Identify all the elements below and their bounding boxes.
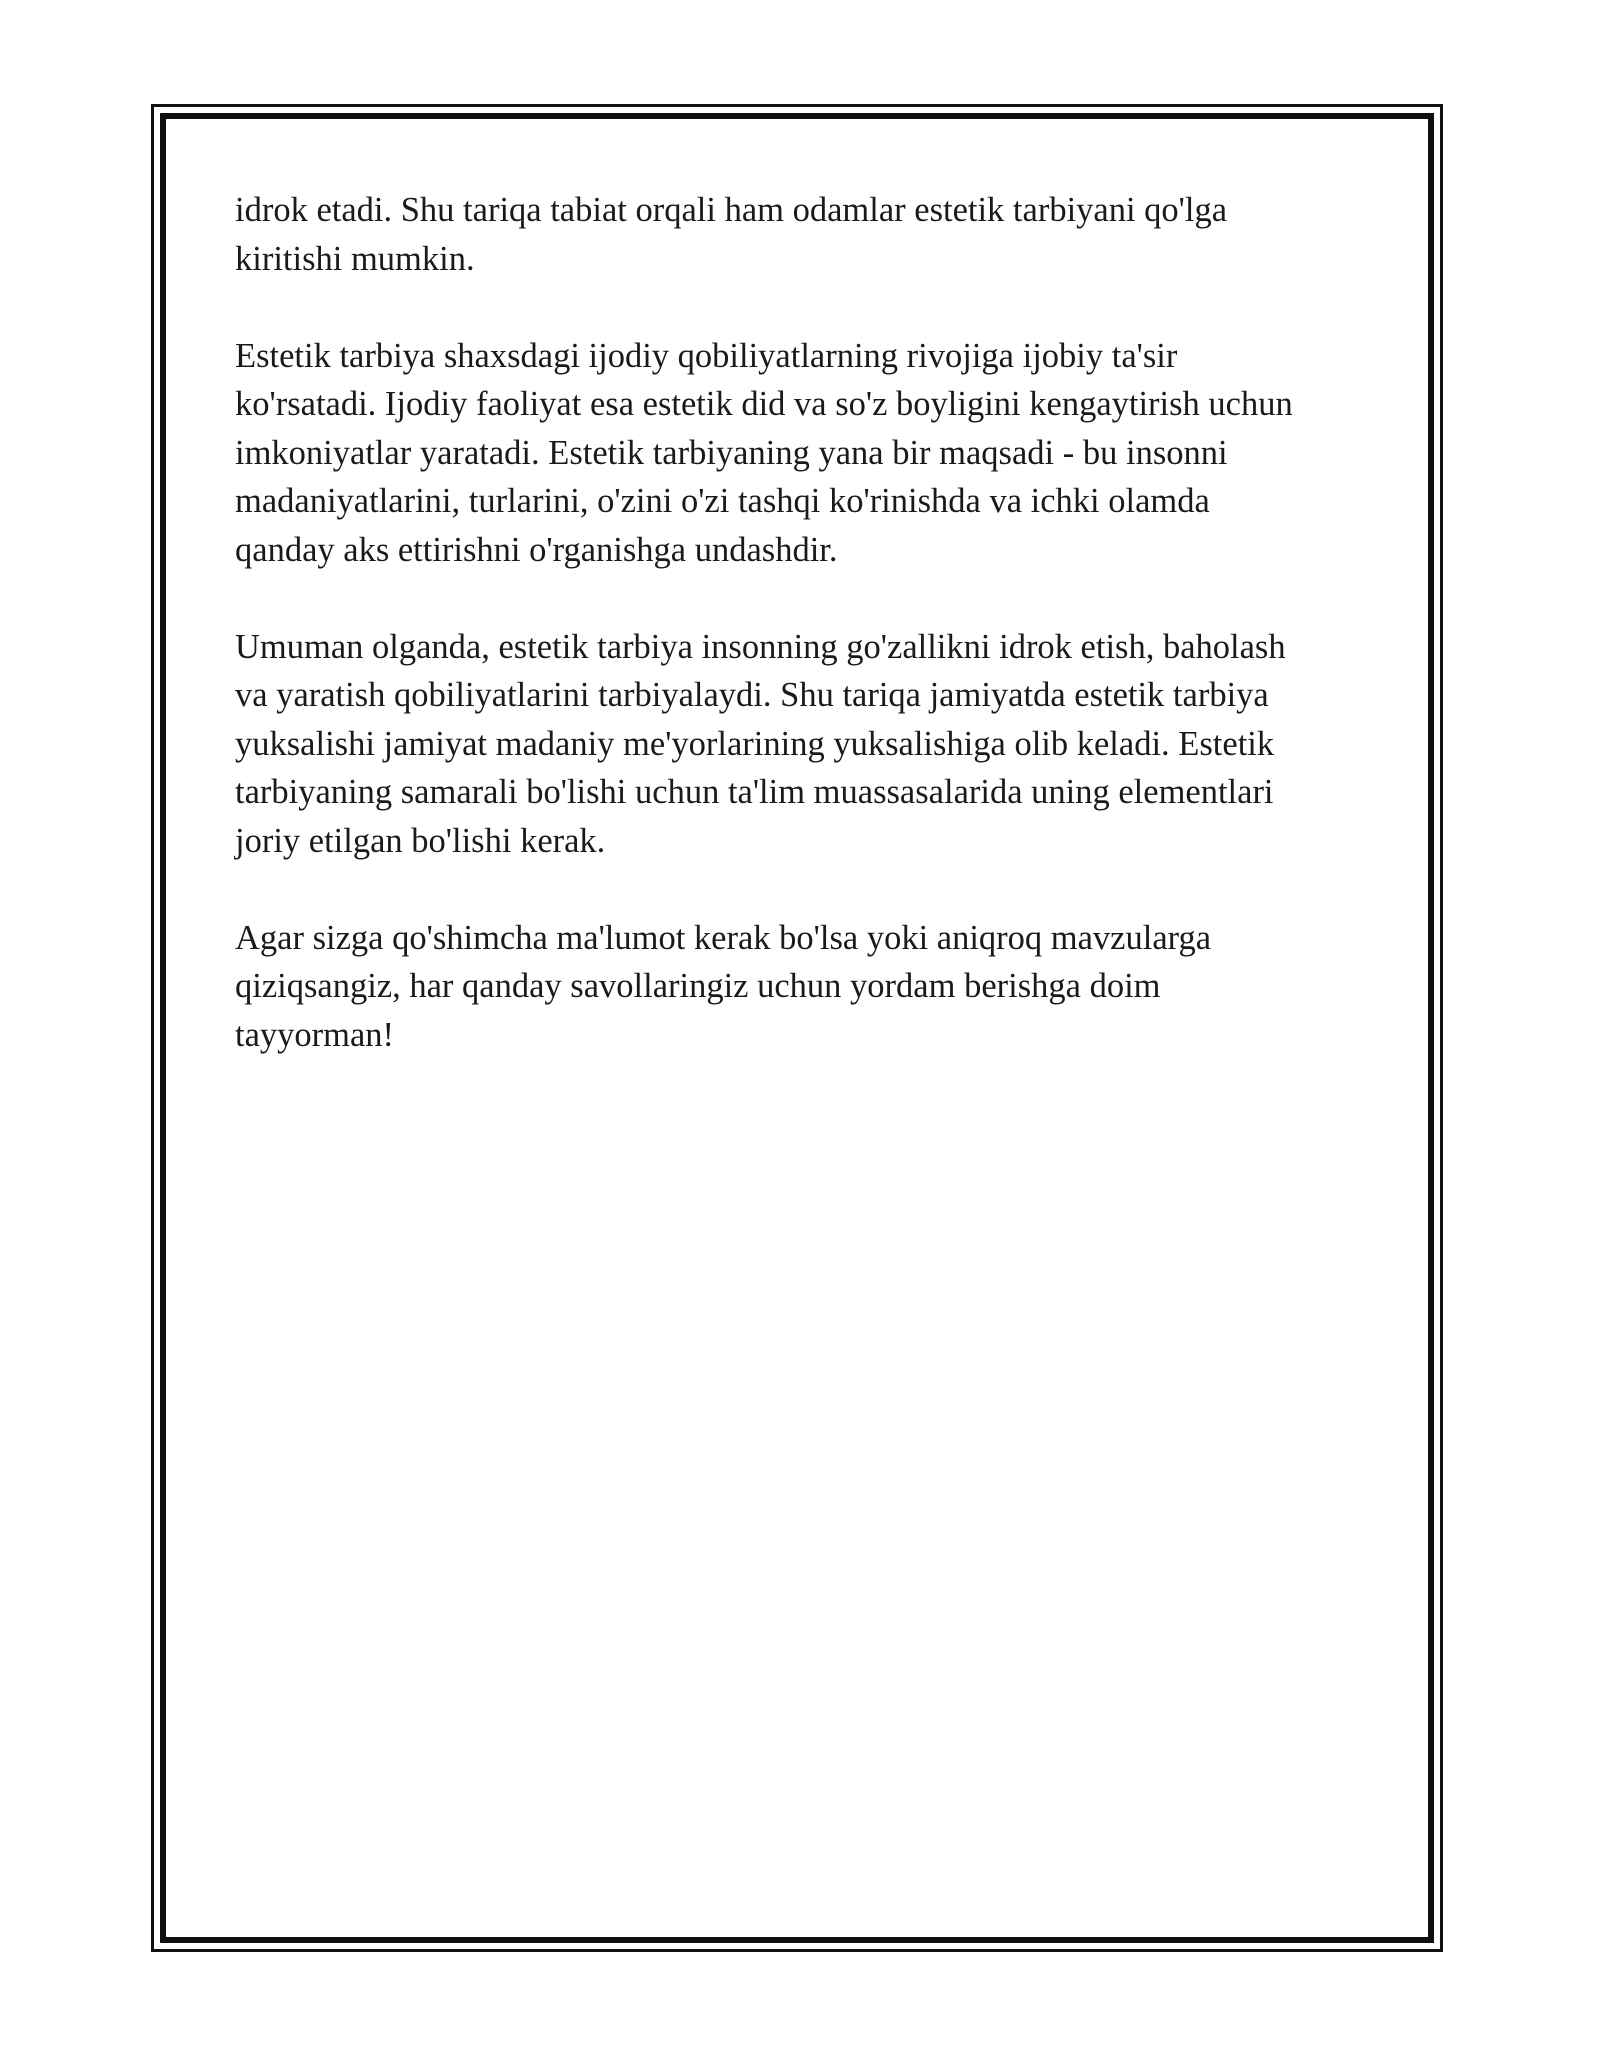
paragraph-1: idrok etadi. Shu tariqa tabiat orqali ham odamlar estetik tarbiyani qo'lga kiritishi mumkin. <box>235 191 1228 278</box>
paragraph-3: Umuman olganda, estetik tarbiya insonning go'zallikni idrok etish, baholash va yaratish qobiliyatlarini tarbiyalaydi. Shu tariqa jamiyatda estetik tarbiya yuksalishi jamiyat madaniy me'yorlarining yuksalishiga olib keladi. Estetik tarbiyaning samarali bo'lishi uchun ta'lim muassasalarida uning elementlari joriy etilgan bo'lishi kerak. <box>235 627 1286 860</box>
paragraph-2: Estetik tarbiya shaxsdagi ijodiy qobiliyatlarning rivojiga ijobiy ta'sir ko'rsatadi. Ijodiy faoliyat esa estetik did va so'z boyligini kengaytirish uchun imkoniyatlar yaratadi. Estetik tarbiyaning yana bir maqsadi - bu insonni madaniyatlarini, turlarini, o'zini o'zi tashqi ko'rinishda va ichki olamda qanday aks ettirishni o'rganishga undashdir. <box>235 336 1293 569</box>
document-body <box>235 186 1370 1108</box>
paragraph-4: Agar sizga qo'shimcha ma'lumot kerak bo'lsa yoki aniqroq mavzularga qiziqsangiz, har qanday savollaringiz uchun yordam berishga doim tayyorman! <box>235 918 1212 1054</box>
